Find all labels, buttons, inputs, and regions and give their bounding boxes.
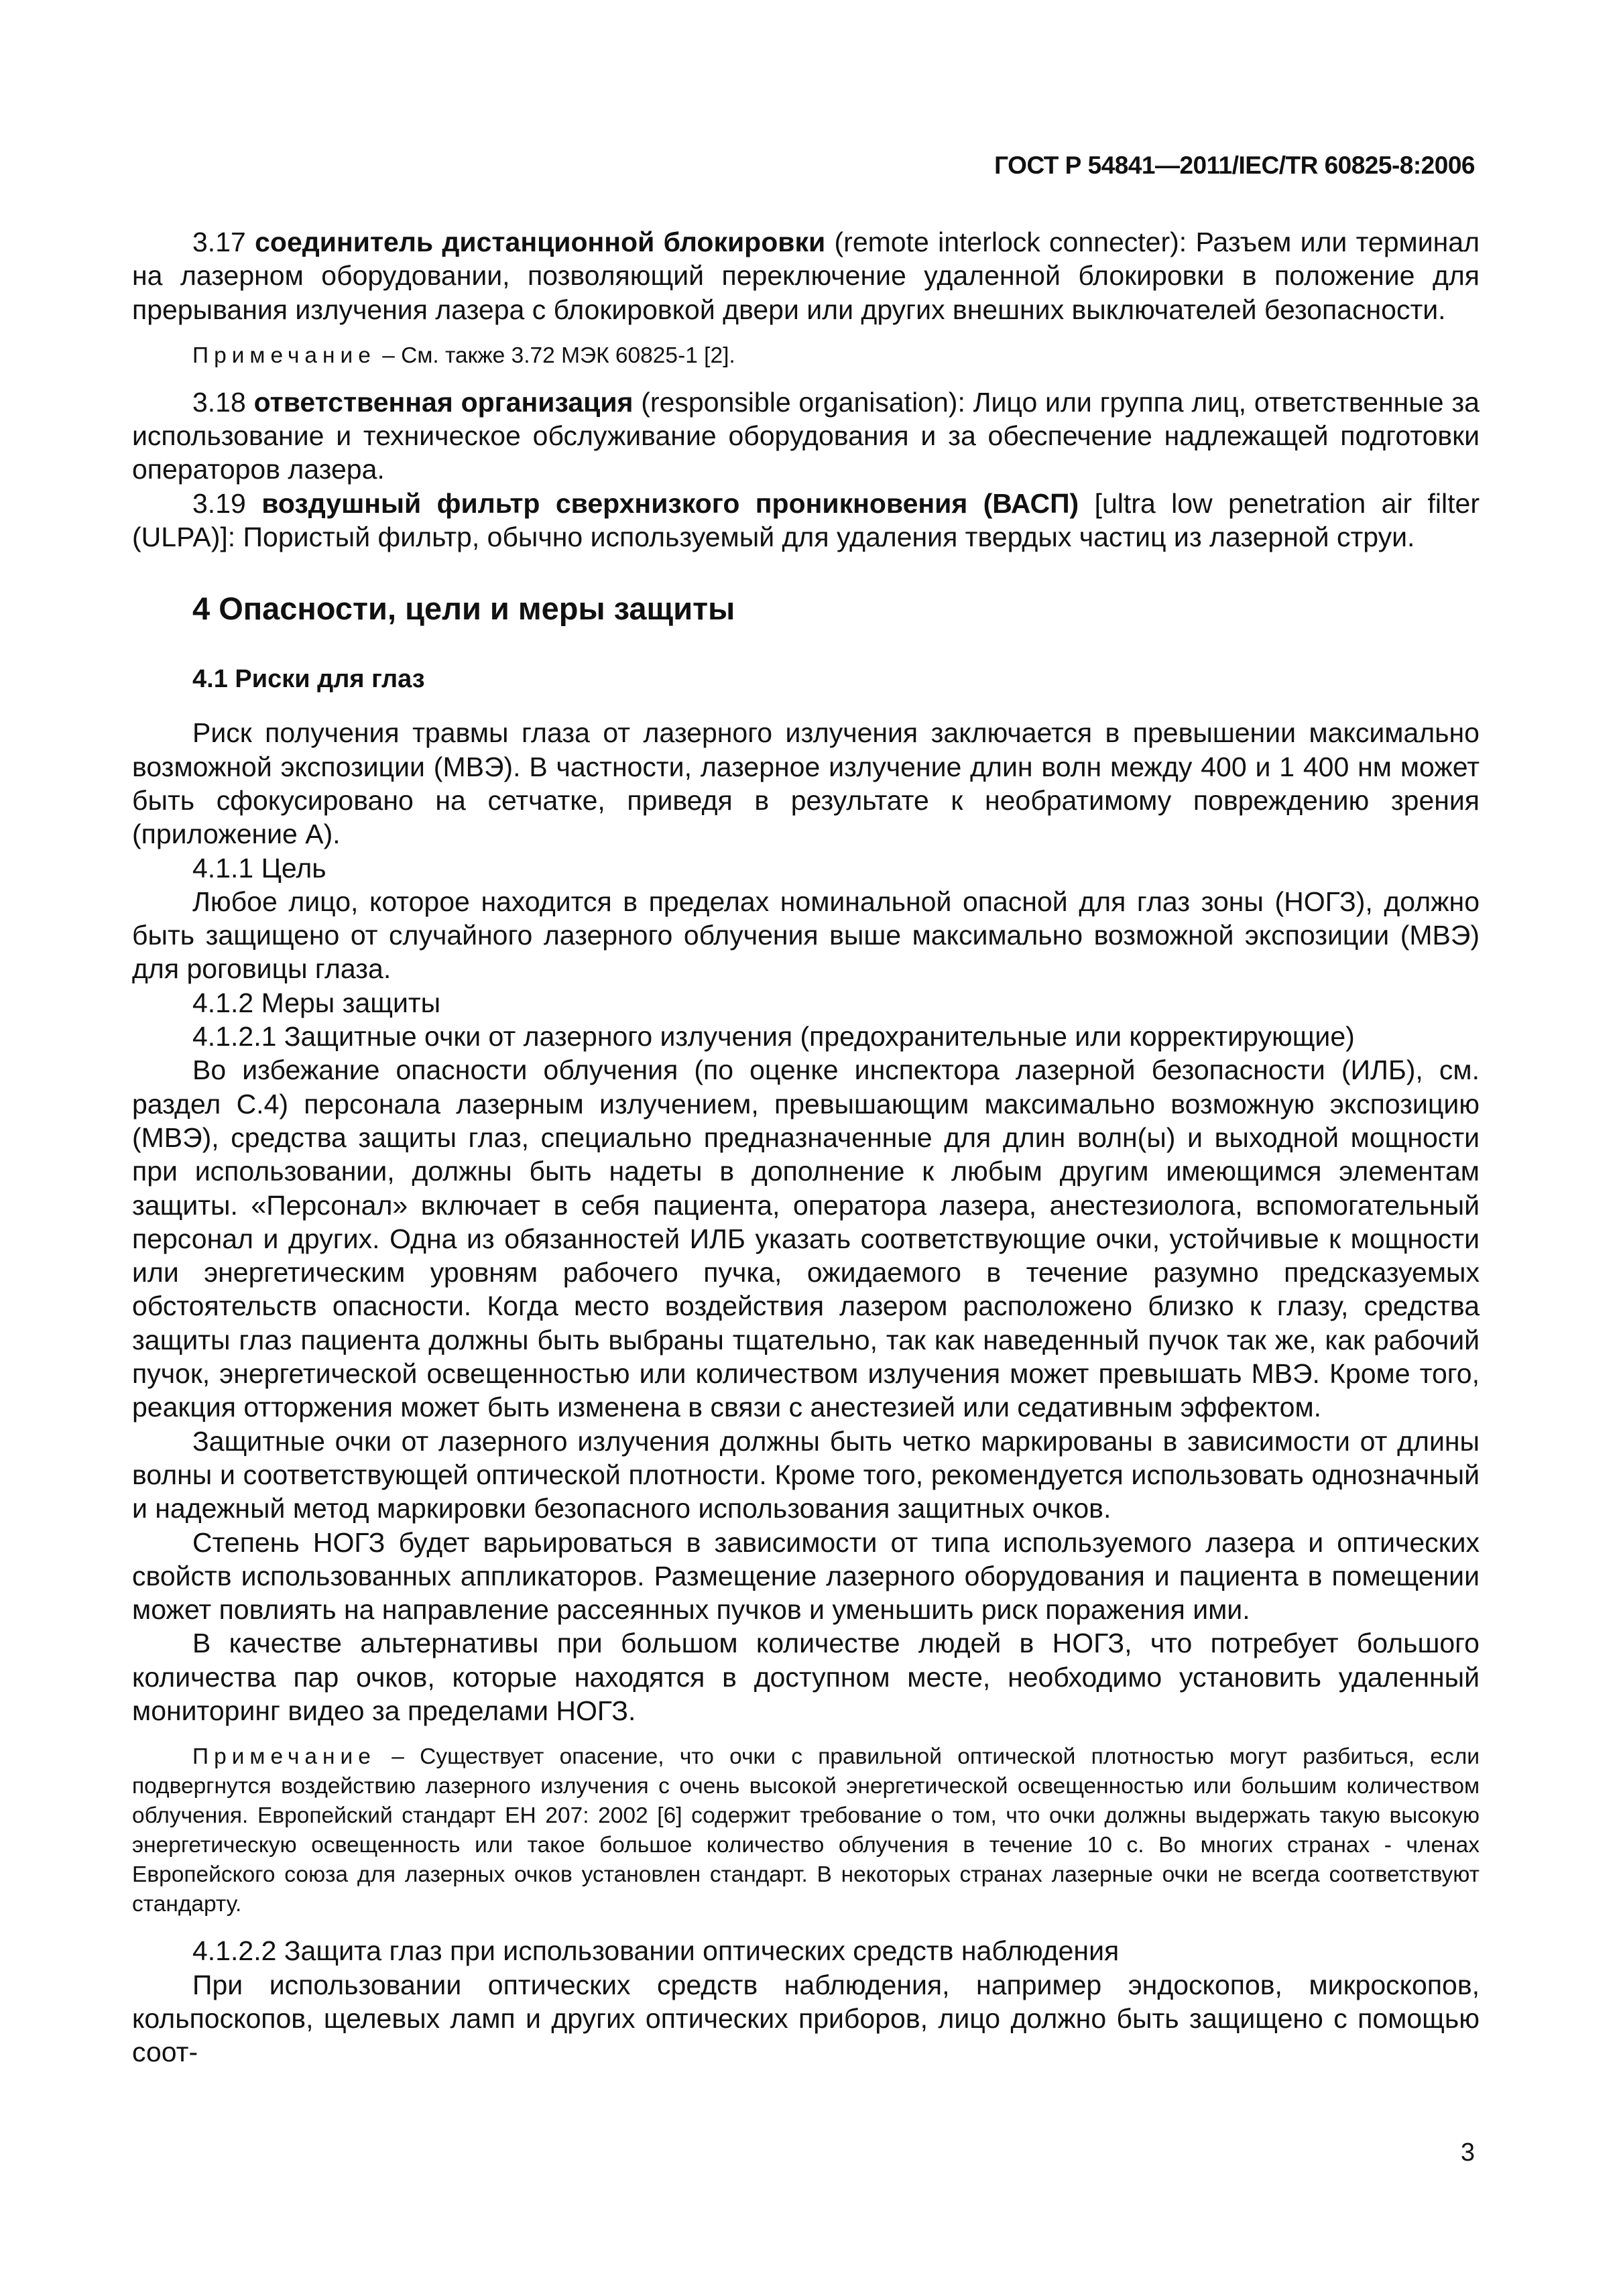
heading-4-1-2: 4.1.2 Меры защиты: [192, 987, 441, 1018]
paragraph-4-1-2-1-d: В качестве альтернативы при большом количестве людей в НОГЗ, что потребует большого количества пар очков, которые находятся в доступном месте, необходимо установить удаленный мониторинг видео за пределами НОГЗ.: [132, 1628, 1480, 1726]
clause-3-18: [132, 385, 1480, 487]
clause-3-17: [132, 225, 1480, 326]
term: воздушный фильтр сверхнизкого проникновения (ВАСП): [261, 487, 1079, 519]
definition: (remote interlock connecter): Разъем или терминал на лазерном оборудовании, позволяющий переключение удаленной блокировки в положение для прерывания излучения лазера с блокировкой двери или других внешних выключателей безопасности.: [132, 227, 1480, 325]
page-number: 3: [1460, 2138, 1475, 2167]
heading-4-1-2-2: 4.1.2.2 Защита глаз при использовании оптических средств наблюдения: [192, 1935, 1120, 1967]
paragraph-4-1-2-2: При использовании оптических средств наблюдения, например эндоскопов, микроскопов, кольпоскопов, щелевых ламп и других оптических приборов, лицо должно быть защищено с помощью соот-: [132, 1969, 1480, 2068]
definition: (responsible organisation): Лицо или группа лиц, ответственные за использование и техническое обслуживание оборудования и за обеспечение надлежащей подготовки операторов лазера.: [132, 386, 1480, 485]
section-4-1-heading: 4.1 Риски для глаз: [192, 665, 425, 694]
paragraph-4-1-1: Любое лицо, которое находится в пределах номинальной опасной для глаз зоны (НОГЗ), должно быть защищено от случайного лазерного облучения выше максимально возможной экспозиции (МВЭ) для роговицы глаза.: [132, 886, 1480, 985]
note-label: Примечание: [192, 1744, 376, 1770]
paragraph-4-1: Риск получения травмы глаза от лазерного излучения заключается в превышении максимально возможной экспозиции (МВЭ). В частности, лазерное излучение длин волн между 400 и 1 400 нм может быть сфокусировано на сетчатке, приведя в результате к необратимому повреждению зрения (приложение А).: [132, 717, 1480, 850]
clause-number: 3.17: [192, 227, 246, 257]
definition: [ultra low penetration air filter (ULPA)]: Пористый фильтр, обычно используемый для удаления твердых частиц из лазерной струи.: [132, 487, 1480, 553]
term: соединитель дистанционной блокировки: [255, 227, 826, 257]
clause-number: 3.19: [192, 487, 246, 519]
paragraph-4-1-2-1-c: Степень НОГЗ будет варьироваться в зависимости от типа используемого лазера и оптических свойств использованных аппликаторов. Размещение лазерного оборудования и пациента в помещении может повлиять на направление рассеянных пучков и уменьшить риск поражения ими.: [132, 1526, 1480, 1626]
note-3-17: [132, 341, 1480, 371]
paragraph-4-1-2-1-a: Во избежание опасности облучения (по оценке инспектора лазерной безопасности (ИЛБ), см. раздел С.4) персонала лазерным излучением, превышающим максимально возможную экспозицию (МВЭ), средства защиты глаз, специально предназначенные для длин волн(ы) и выходной мощности при использовании, должны быть надеты в дополнение к любым другим имеющимся элементам защиты. «Персонал» включает в себя пациента, оператора лазера, анестезиолога, вспомогательный персонал и других. Одна из обязанностей ИЛБ указать соответствующие очки, устойчивые к мощности или энергетическим уровням рабочего пучка, ожидаемого в течение разумно предсказуемых обстоятельств опасности. Когда место воздействия лазером расположено близко к глазу, средства защиты глаз пациента должны быть выбраны тщательно, так как наведенный пучок так же, как рабочий пучок, энергетической освещенностью или количеством излучения может превышать МВЭ. Кроме того, реакция отторжения может быть изменена в связи с анестезией или седативным эффектом.: [132, 1054, 1480, 1423]
section-4-heading: 4 Опасности, цели и меры защиты: [192, 591, 735, 627]
note-4-1-2-1: [132, 1742, 1480, 1919]
note-text: – Существует опасение, что очки с правильной оптической плотностью могут разбиться, если подвергнутся воздействию лазерного излучения с очень высокой энергетической освещенностью или большим количеством облучения. Европейский стандарт ЕН 207: 2002 [6] содержит требование о том, что очки должны выдержать такую высокую энергетическую освещенность или такое большое количество облучения в течение 10 с. Во многих странах - членах Европейского союза для лазерных очков установлен стандарт. В некоторых странах лазерные очки не всегда соответствуют стандарту.: [132, 1744, 1480, 1917]
note-label: Примечание: [192, 343, 376, 368]
paragraph-4-1-2-1-b: Защитные очки от лазерного излучения должны быть четко маркированы в зависимости от длины волны и соответствующей оптической плотности. Кроме того, рекомендуется использовать однозначный и надежный метод маркировки безопасного использования защитных очков.: [132, 1425, 1480, 1524]
clause-number: 3.18: [192, 386, 246, 418]
term: ответственная организация: [253, 386, 634, 418]
clause-3-19: [132, 487, 1480, 554]
document-header: ГОСТ Р 54841—2011/IEC/TR 60825-8:2006: [994, 152, 1475, 179]
heading-4-1-2-1: 4.1.2.1 Защитные очки от лазерного излучения (предохранительные или корректирующие): [192, 1021, 1355, 1052]
note-text: – См. также 3.72 МЭК 60825-1 [2].: [382, 343, 735, 368]
heading-4-1-1: 4.1.1 Цель: [192, 852, 326, 884]
document-body: [132, 225, 1480, 2069]
